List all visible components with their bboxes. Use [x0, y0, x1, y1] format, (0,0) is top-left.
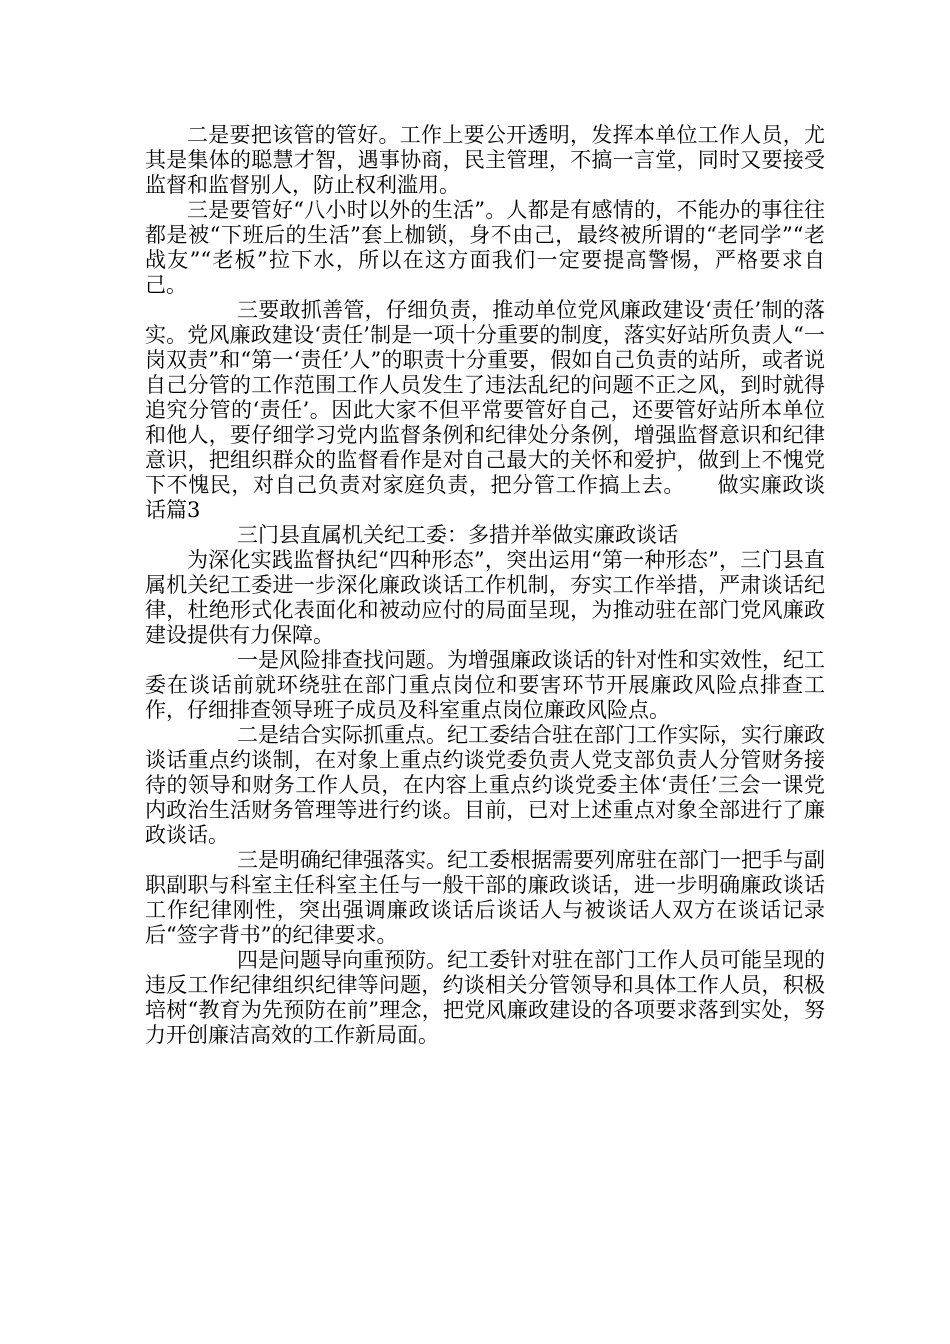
paragraph-5: 为深化实践监督执纪“四种形态”，突出运用“第一种形态”，三门县直属机关纪工委进一步深化廉政谈话工作机制，夯实工作举措，严肃谈话纪律，杜绝形式化表面化和被动应付的局面呈现，为推动驻在部门党风廉政建设提供有力保障。 [145, 548, 825, 647]
paragraph-7: 二是结合实际抓重点。纪工委结合驻在部门工作实际，实行廉政谈话重点约谈制，在对象上重点约谈党委负责人党支部负责人分管财务接待的领导和财务工作人员，在内容上重点约谈党委主体‘责任’三会一课党内政治生活财务管理等进行约谈。目前，已对上述重点对象全部进行了廉政谈话。 [145, 723, 825, 847]
article-title: 三门县直属机关纪工委：多措并举做实廉政谈话 [237, 523, 678, 547]
paragraph-1: 二是要把该管的管好。工作上要公开透明，发挥本单位工作人员，尤其是集体的聪慧才智，遇事协商，民主管理，不搞一言堂，同时又要接受监督和监督别人，防止权利滥用。 [145, 123, 825, 197]
paragraph-6: 一是风险排查找问题。为增强廉政谈话的针对性和实效性，纪工委在谈话前就环绕驻在部门重点岗位和要害环节开展廉政风险点排查工作，仔细排查领导班子成员及科室重点岗位廉政风险点。 [145, 648, 825, 722]
paragraph-3: 三要敢抓善管，仔细负责，推动单位党风廉政建设‘责任’制的落实。党风廉政建设‘责任’制是一项十分重要的制度，落实好站所负责人“一岗双责”和“第一‘责任’人”的职责十分重要，假如自己负责的站所，或者说自己分管的工作范围工作人员发生了违法乱纪的问题不正之风，到时就得追究分管的‘责任’。因此大家不但平常要管好自己，还要管好站所本单位和他人，要仔细学习党内监督条例和纪律处分条例，增强监督意识和纪律意识，把组织群众的监督看作是对自己最大的关怀和爱护，做到上不愧党下不愧民，对自己负责对家庭负责，把分管工作搞上去。 做实廉政谈话篇3 [145, 298, 825, 522]
paragraph-2: 三是要管好“八小时以外的生活”。人都是有感情的，不能办的事往往都是被“下班后的生活”套上枷锁，身不由己，最终被所谓的“老同学”“老战友”“老板”拉下水，所以在这方面我们一定要提高警惕，严格要求自己。 [145, 198, 825, 297]
paragraph-9: 四是问题导向重预防。纪工委针对驻在部门工作人员可能呈现的违反工作纪律组织纪律等问题，约谈相关分管领导和具体工作人员，积极培树“教育为先预防在前”理念，把党风廉政建设的各项要求落到实处，努力开创廉洁高效的工作新局面。 [145, 948, 825, 1047]
document-body [145, 123, 825, 1048]
paragraph-8: 三是明确纪律强落实。纪工委根据需要列席驻在部门一把手与副职副职与科室主任科室主任与一般干部的廉政谈话，进一步明确廉政谈话工作纪律刚性，突出强调廉政谈话后谈话人与被谈话人双方在谈话记录后“签字背书”的纪律要求。 [145, 848, 825, 947]
